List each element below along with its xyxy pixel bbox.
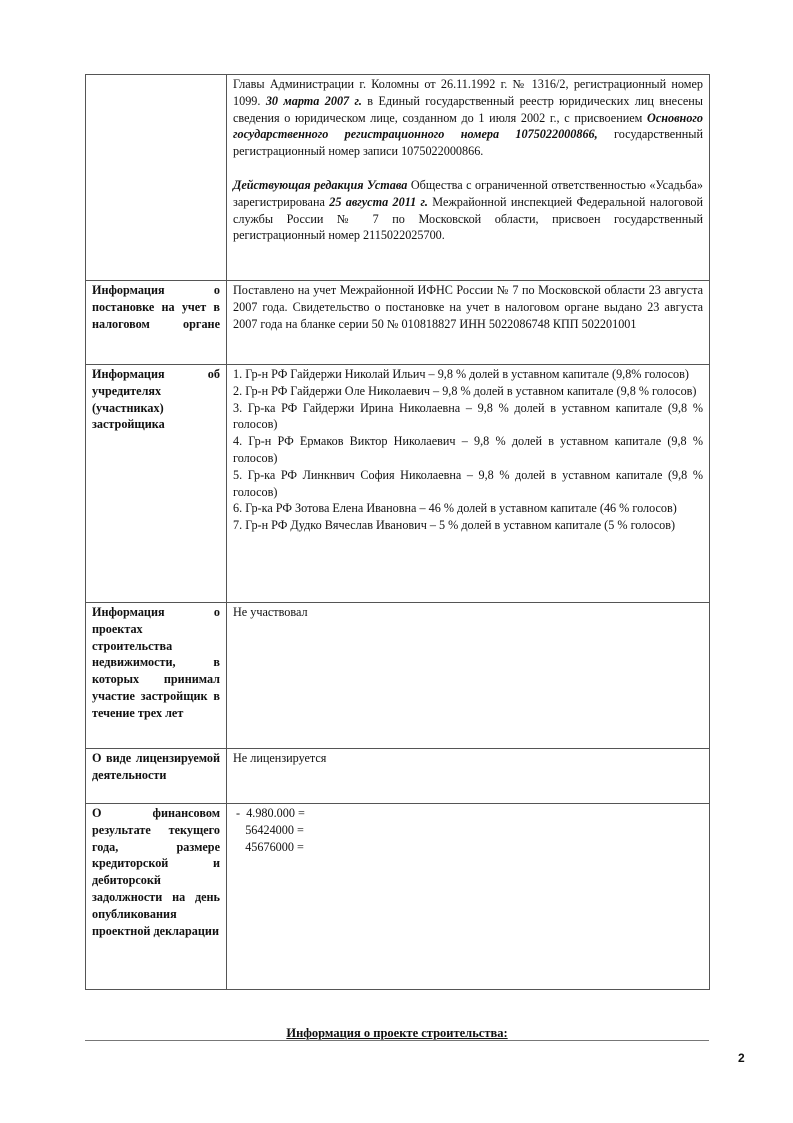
founder-item: 2. Гр-н РФ Гайдержи Оле Николаевич – 9,8 % долей в уставном капитале (9,8 % голосов) [233,383,697,398]
founder-item: 7. Гр-н РФ Дудко Вячеслав Иванович – 5 % долей в уставном капитале (5 % голосов) [233,518,676,533]
charter-bold: Действующая редакция Устава [233,177,408,192]
registration-text-3: государственный регистрационный номер записи 1075022000866. [233,127,703,159]
row-founders [86,365,710,603]
founder-item: 4. Гр-н РФ Ермаков Виктор Николаевич – 9,8 % долей в уставном капитале (9,8 % голосов) [233,434,703,465]
registration-label [86,75,227,281]
finance-label: О финансовом результате текущего года, размере кредиторской и дебиторсокй задолжности на день опубликования проектной декларации [86,804,227,990]
charter-text-2: Межрайонной инспекцией Федеральной налоговой службы России № 7 по Московской области, присвоен государственный регистрационный номер 2115022025700. [233,194,704,243]
project-info-heading: Информация о проекте строительства: [286,1026,508,1040]
tax-label: Информация о постановке на учет в налоговом органе [86,281,227,365]
founder-item: 1. Гр-н РФ Гайдержи Николай Ильич – 9,8 % долей в уставном капитале (9,8% голосов) [233,367,689,381]
row-license [86,749,710,804]
finance-content [227,804,710,990]
charter-date-bold: 25 августа 2011 г. [329,194,428,209]
ogrn-bold: Основного государственного регистрационного номера 1075022000866, [233,110,703,142]
founder-item: 5. Гр-ка РФ Линкнвич София Николаевна – 9,8 % долей в уставном капитале (9,8 % голосов) [233,467,703,499]
projects-content: Не участвовал [227,603,710,749]
license-content: Не лицензируется [227,749,710,804]
founders-label: Информация об учредителях (участниках) застройщика [86,365,227,603]
founder-item: 6. Гр-ка РФ Зотова Елена Ивановна – 46 % долей в уставном капитале (46 % голосов) [233,501,677,516]
finance-value: 45676000 = [233,839,304,854]
registration-paragraph-1 [233,76,703,160]
row-registration [86,75,710,281]
row-projects [86,603,710,749]
finance-value: 56424000 = [233,822,304,837]
registration-content [227,75,710,281]
projects-label: Информация о проектах строительства недвижимости, в которых принимал участие застройщик в течение трех лет [86,603,227,749]
registration-text-2: в Единый государственный реестр юридических лиц внесены сведения о юридическом лице, созданном до 1 июля 2002 г., с присвоением [233,93,703,125]
founders-content [227,365,710,603]
footer-divider [85,1040,709,1041]
registration-text-1: Главы Администрации г. Коломны от 26.11.1992 г. № 1316/2, регистрационный номер 1099. [233,77,703,108]
row-finance [86,804,710,990]
finance-value: - 4.980.000 = [233,806,305,820]
tax-content: Поставлено на учет Межрайонной ИФНС России № 7 по Московской области 23 августа 2007 года. Свидетельство о постановке на учет в налоговом органе выдано 23 августа 2007 года на бланке серии 50 № 010818827 ИНН 5022086748 КПП 502201001 [227,281,710,365]
license-label: О виде лицензируемой деятельности [86,749,227,804]
page-number: 2 [738,1051,745,1065]
founder-item: 3. Гр-ка РФ Гайдержи Ирина Николаевна – 9,8 % долей в уставном капитале (9,8 % голосов) [233,400,703,432]
declaration-table [85,74,710,990]
registration-paragraph-2 [233,177,703,244]
registration-date-bold: 30 марта 2007 г. [265,93,362,108]
paragraph-gap [233,160,703,177]
row-tax [86,281,710,365]
charter-text: Общества с ограниченной ответственностью «Усадьба» зарегистрирована [233,177,704,209]
